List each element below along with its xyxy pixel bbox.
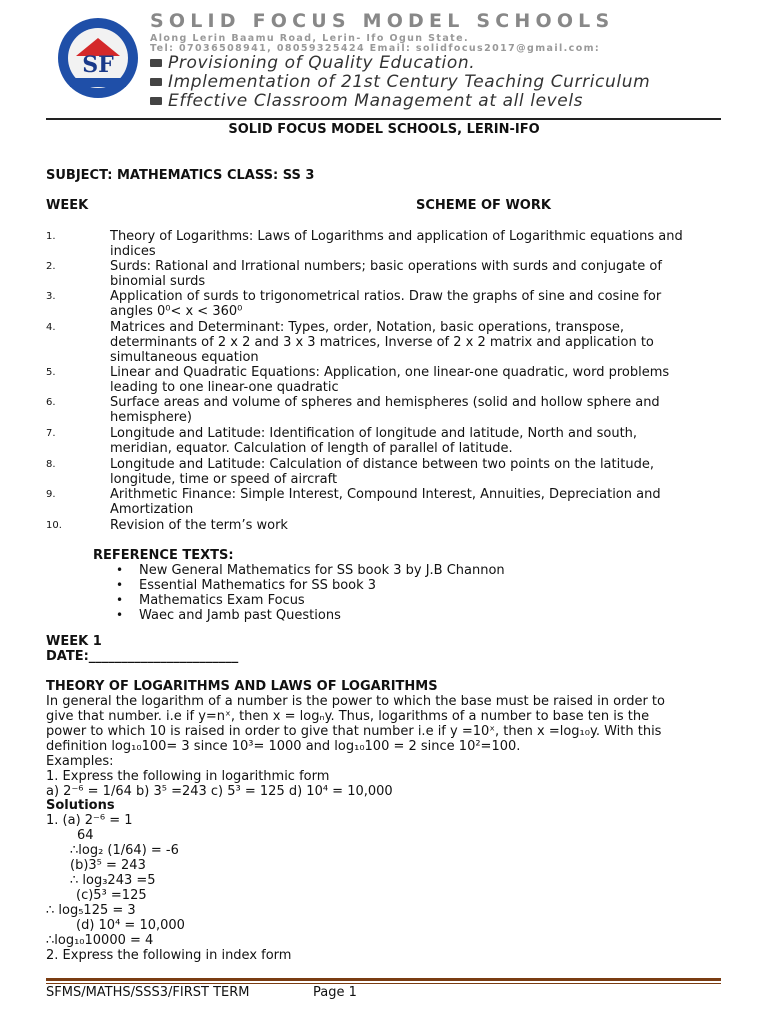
motto-line [150,91,583,111]
scheme-item [110,289,720,319]
footer-divider [46,978,721,981]
scheme-item [110,259,720,289]
school-address: Along Lerin Baamu Road, Lerin- Ifo Ogun State. [150,33,469,44]
question-2: 2. Express the following in index form [46,948,292,963]
reference-item: Essential Mathematics for SS book 3 [139,578,377,593]
scheme-line: angles 0⁰< x < 360⁰ [110,304,243,319]
scheme-line: hemisphere) [110,410,192,425]
scheme-number: 5. [46,367,56,378]
scheme-line: Revision of the term’s work [110,518,288,533]
footer-divider [46,983,721,984]
solution-line: (b)3⁵ = 243 [70,858,146,873]
scheme-line: Surds: Rational and Irrational numbers; basic operations with surds and conjugate of [110,259,662,274]
scheme-item [110,487,720,517]
scheme-number: 3. [46,291,56,302]
question-1: 1. Express the following in logarithmic form [46,769,330,784]
lesson-heading: THEORY OF LOGARITHMS AND LAWS OF LOGARITHMS [46,679,438,694]
school-contact: Tel: 07036508941, 08059325424 Email: solidfocus2017@gmail.com: [150,43,601,54]
motto-text: Provisioning of Quality Education. [168,53,476,73]
week-column-header: WEEK [46,198,89,213]
scheme-number: 4. [46,322,56,333]
solution-line: (d) 10⁴ = 10,000 [76,918,185,933]
scheme-line: determinants of 2 x 2 and 3 x 3 matrices, Inverse of 2 x 2 matrix and application to [110,335,654,350]
motto-text: Implementation of 21st Century Teaching Curriculum [168,72,651,92]
lesson-text: In general the logarithm of a number is the power to which the base must be raised in order to [46,694,665,709]
scheme-line: Longitude and Latitude: Calculation of distance between two points on the latitude, [110,457,654,472]
solutions-label: Solutions [46,798,115,813]
bullet-icon: • [116,578,124,592]
scheme-item [110,365,720,395]
bullet-icon: • [116,608,124,622]
footer-code: SFMS/MATHS/SSS3/FIRST TERM [46,985,250,1000]
svg-text:SF: SF [82,52,114,78]
solution-line: ∴ log₅125 = 3 [46,903,136,918]
references-heading: REFERENCE TEXTS: [93,548,234,563]
scheme-item [110,229,720,259]
scheme-line: Matrices and Determinant: Types, order, Notation, basic operations, transpose, [110,320,625,335]
scheme-item [110,457,720,487]
scheme-line: simultaneous equation [110,350,259,365]
motto-text: Effective Classroom Management at all levels [168,91,584,111]
date-field: DATE:_______________________ [46,649,239,664]
scheme-number: 2. [46,261,56,272]
scheme-item [110,395,720,425]
scheme-item [110,426,720,456]
scheme-line: Longitude and Latitude: Identification of longitude and latitude, North and south, [110,426,638,441]
scheme-line: binomial surds [110,274,206,289]
solution-line: ∴log₂ (1/64) = -6 [70,843,179,858]
bullet-icon [150,78,162,86]
solution-line: (c)5³ =125 [76,888,147,903]
subject-line: SUBJECT: MATHEMATICS CLASS: SS 3 [46,168,315,183]
scheme-line: indices [110,244,156,259]
scheme-item [110,320,720,365]
school-logo [56,16,140,100]
question-1-parts: a) 2⁻⁶ = 1/64 b) 3⁵ =243 c) 5³ = 125 d) 10⁴ = 10,000 [46,784,393,799]
scheme-line: Application of surds to trigonometrical ratios. Draw the graphs of sine and cosine for [110,289,662,304]
scheme-number: 10. [46,520,62,531]
scheme-number: 1. [46,231,56,242]
scheme-line: leading to one linear-one quadratic [110,380,339,395]
lesson-text: power to which 10 is raised in order to give that number i.e if y =10ˣ, then x =log₁₀y. With this [46,724,662,739]
scheme-line: Arithmetic Finance: Simple Interest, Compound Interest, Annuities, Depreciation and [110,487,661,502]
scheme-number: 9. [46,489,56,500]
scheme-item [110,518,720,533]
scheme-column-header: SCHEME OF WORK [416,198,551,213]
scheme-line: Amortization [110,502,194,517]
examples-label: Examples: [46,754,114,769]
bullet-icon [150,59,162,67]
bullet-icon: • [116,593,124,607]
motto-line [150,72,650,92]
page-number: Page 1 [313,985,357,1000]
solution-line: 1. (a) 2⁻⁶ = 1 [46,813,133,828]
scheme-number: 6. [46,397,56,408]
reference-item: New General Mathematics for SS book 3 by J.B Channon [139,563,505,578]
week-label: WEEK 1 [46,634,102,649]
lesson-text: definition log₁₀100= 3 since 10³= 1000 and log₁₀100 = 2 since 10²=100. [46,739,521,754]
motto-line [150,53,475,73]
document-title: SOLID FOCUS MODEL SCHOOLS, LERIN-IFO [228,122,540,137]
scheme-line: longitude, time or speed of aircraft [110,472,338,487]
bullet-icon: • [116,563,124,577]
scheme-line: Theory of Logarithms: Laws of Logarithms and application of Logarithmic equations and [110,229,683,244]
scheme-number: 7. [46,428,56,439]
lesson-text: give that number. i.e if y=nˣ, then x = logₙy. Thus, logarithms of a number to base ten is the [46,709,650,724]
solution-line: 64 [77,828,94,843]
solution-line: ∴ log₃243 =5 [70,873,156,888]
scheme-line: Surface areas and volume of spheres and hemispheres (solid and hollow sphere and [110,395,660,410]
school-name: SOLID FOCUS MODEL SCHOOLS [150,10,615,32]
scheme-line: Linear and Quadratic Equations: Application, one linear-one quadratic, word problems [110,365,670,380]
scheme-line: meridian, equator. Calculation of length of parallel of latitude. [110,441,513,456]
scheme-number: 8. [46,459,56,470]
reference-item: Mathematics Exam Focus [139,593,305,608]
bullet-icon [150,97,162,105]
solution-line: ∴log₁₀10000 = 4 [46,933,154,948]
reference-item: Waec and Jamb past Questions [139,608,341,623]
header-divider [46,118,721,120]
